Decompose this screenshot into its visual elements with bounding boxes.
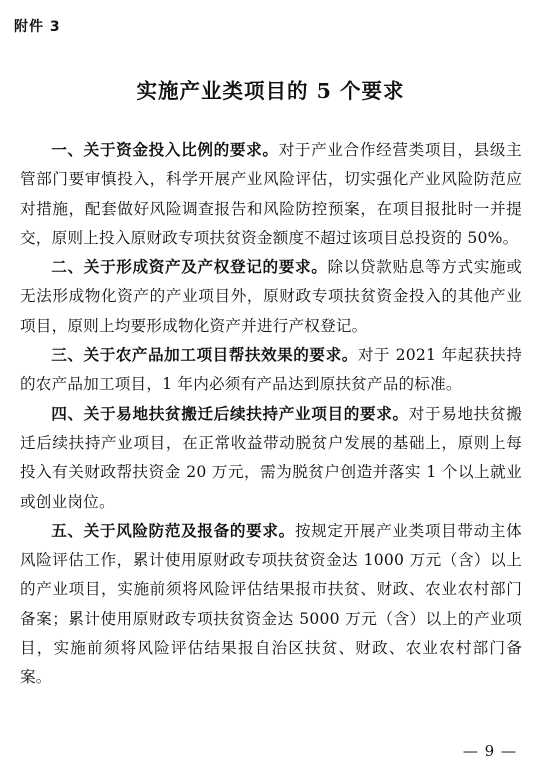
document-title: 实施产业类项目的 5 个要求: [136, 79, 405, 103]
section-1: [20, 136, 522, 253]
section-2: [20, 253, 522, 341]
section-3-heading: 三、关于农产品加工项目帮扶效果的要求。: [51, 346, 358, 365]
section-1-text: 对于产业合作经营类项目，县级主管部门要审慎投入，科学开展产业风险评估，切实强化产业风险防范应对措施，配套做好风险调查报告和风险防控预案，在项目报批时一并提交，原则上投入原财政专项扶贫资金额度不超过该项目总投资的 50%。: [20, 141, 522, 247]
section-2-heading: 二、关于形成资产及产权登记的要求。: [51, 258, 328, 277]
document-body: [20, 136, 522, 693]
section-1-heading: 一、关于资金投入比例的要求。: [51, 141, 279, 159]
section-3: [20, 341, 522, 400]
section-4-heading: 四、关于易地扶贫搬迁后续扶持产业项目的要求。: [51, 404, 409, 423]
page-number: — 9 —: [462, 742, 517, 760]
section-5: [20, 517, 522, 693]
section-5-text: 按规定开展产业类项目带动主体风险评估工作，累计使用原财政专项扶贫资金达 1000 万元（含）以上的产业项目，实施前须将风险评估结果报市扶贫、财政、农业农村部门备案；累计使用原财政专项扶贫资金达 5000 万元（含）以上的产业项目，实施前须将风险评估结果报自治区扶贫、财政、农业农村部门备案。: [20, 521, 522, 687]
section-4: [20, 400, 522, 517]
attachment-label: 附件 3: [14, 19, 61, 35]
section-5-heading: 五、关于风险防范及报备的要求。: [51, 521, 295, 540]
section-3-text: 对于 2021 年起获扶持的农产品加工项目，1 年内必须有产品达到原扶贫产品的标准。: [20, 346, 522, 394]
section-4-text: 对于易地扶贫搬迁后续扶持产业项目，在正常收益带动脱贫户发展的基础上，原则上每投入有关财政帮扶资金 20 万元，需为脱贫户创造并落实 1 个以上就业或创业岗位。: [20, 404, 522, 511]
section-2-text: 除以贷款贴息等方式实施或无法形成物化资产的产业项目外，原财政专项扶贫资金投入的其他产业项目，原则上均要形成物化资产并进行产权登记。: [20, 258, 522, 335]
